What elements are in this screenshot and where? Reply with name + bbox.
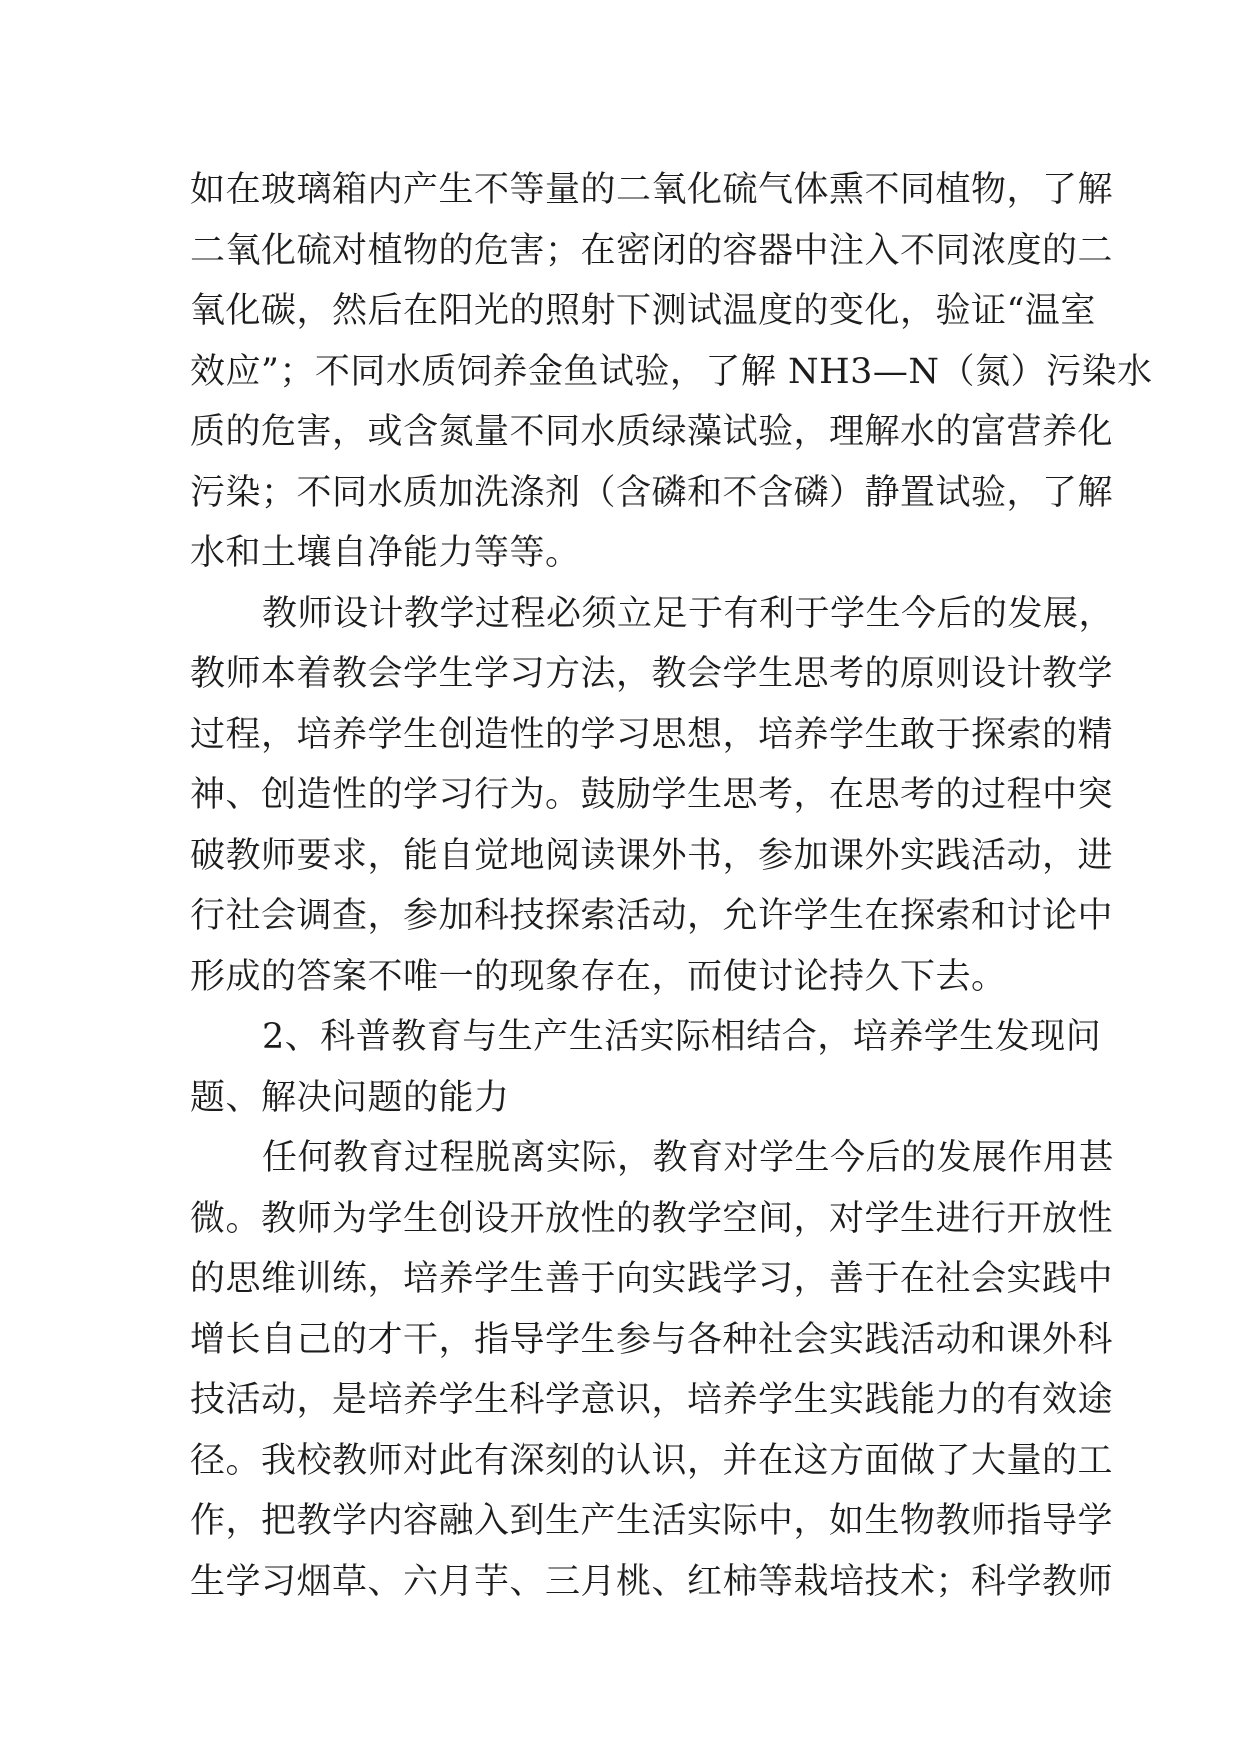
text-line: 教师设计教学过程必须立足于有利于学生今后的发展， xyxy=(262,593,1115,634)
text-line: 2、科普教育与生产生活实际相结合，培养学生发现问 xyxy=(262,1017,1102,1057)
text-line: 二氧化硫对植物的危害；在密闭的容器中注入不同浓度的二 xyxy=(190,230,1114,271)
text-line: 增长自己的才干，指导学生参与各种社会实践活动和课外科 xyxy=(190,1319,1114,1360)
text-line: 形成的答案不唯一的现象存在，而使讨论持久下去。 xyxy=(190,956,1007,997)
text-line: 的思维训练，培养学生善于向实践学习，善于在社会实践中 xyxy=(190,1259,1114,1299)
text-line: 径。我校教师对此有深刻的认识，并在这方面做了大量的工 xyxy=(190,1440,1114,1481)
text-line: 任何教育过程脱离实际，教育对学生今后的发展作用甚 xyxy=(262,1138,1115,1178)
text-line: 如在玻璃箱内产生不等量的二氧化硫气体熏不同植物，了解 xyxy=(190,170,1114,210)
paragraph-teaching-design xyxy=(190,584,1115,1008)
section-heading xyxy=(190,1007,1102,1128)
text-line: 作，把教学内容融入到生产生活实际中，如生物教师指导学 xyxy=(190,1501,1114,1541)
paragraph-practice xyxy=(190,1128,1115,1612)
text-line: 生学习烟草、六月芋、三月桃、红柿等栽培技术；科学教师 xyxy=(190,1561,1114,1602)
text-line: 技活动，是培养学生科学意识，培养学生实践能力的有效途 xyxy=(190,1380,1114,1420)
text-line: 效应”；不同水质饲养金鱼试验，了解 NH3—N（氮）污染水 xyxy=(190,351,1153,392)
text-line: 行社会调查，参加科技探索活动，允许学生在探索和讨论中 xyxy=(190,896,1114,936)
text-line: 破教师要求，能自觉地阅读课外书，参加课外实践活动，进 xyxy=(190,835,1114,876)
text-line: 质的危害，或含氮量不同水质绿藻试验，理解水的富营养化 xyxy=(190,412,1114,452)
paragraph-experiments xyxy=(190,160,1153,584)
text-line: 过程，培养学生创造性的学习思想，培养学生敢于探索的精 xyxy=(190,714,1114,755)
text-line: 题、解决问题的能力 xyxy=(190,1077,510,1118)
text-line: 神、创造性的学习行为。鼓励学生思考，在思考的过程中突 xyxy=(190,775,1114,815)
text-line: 水和土壤自净能力等等。 xyxy=(190,533,581,573)
text-line: 教师本着教会学生学习方法，教会学生思考的原则设计教学 xyxy=(190,654,1114,694)
body-text xyxy=(190,160,1153,1612)
text-line: 微。教师为学生创设开放性的教学空间，对学生进行开放性 xyxy=(190,1198,1114,1239)
text-line: 污染；不同水质加洗涤剂（含磷和不含磷）静置试验，了解 xyxy=(190,472,1114,513)
text-line: 氧化碳，然后在阳光的照射下测试温度的变化，验证“温室 xyxy=(190,291,1096,331)
